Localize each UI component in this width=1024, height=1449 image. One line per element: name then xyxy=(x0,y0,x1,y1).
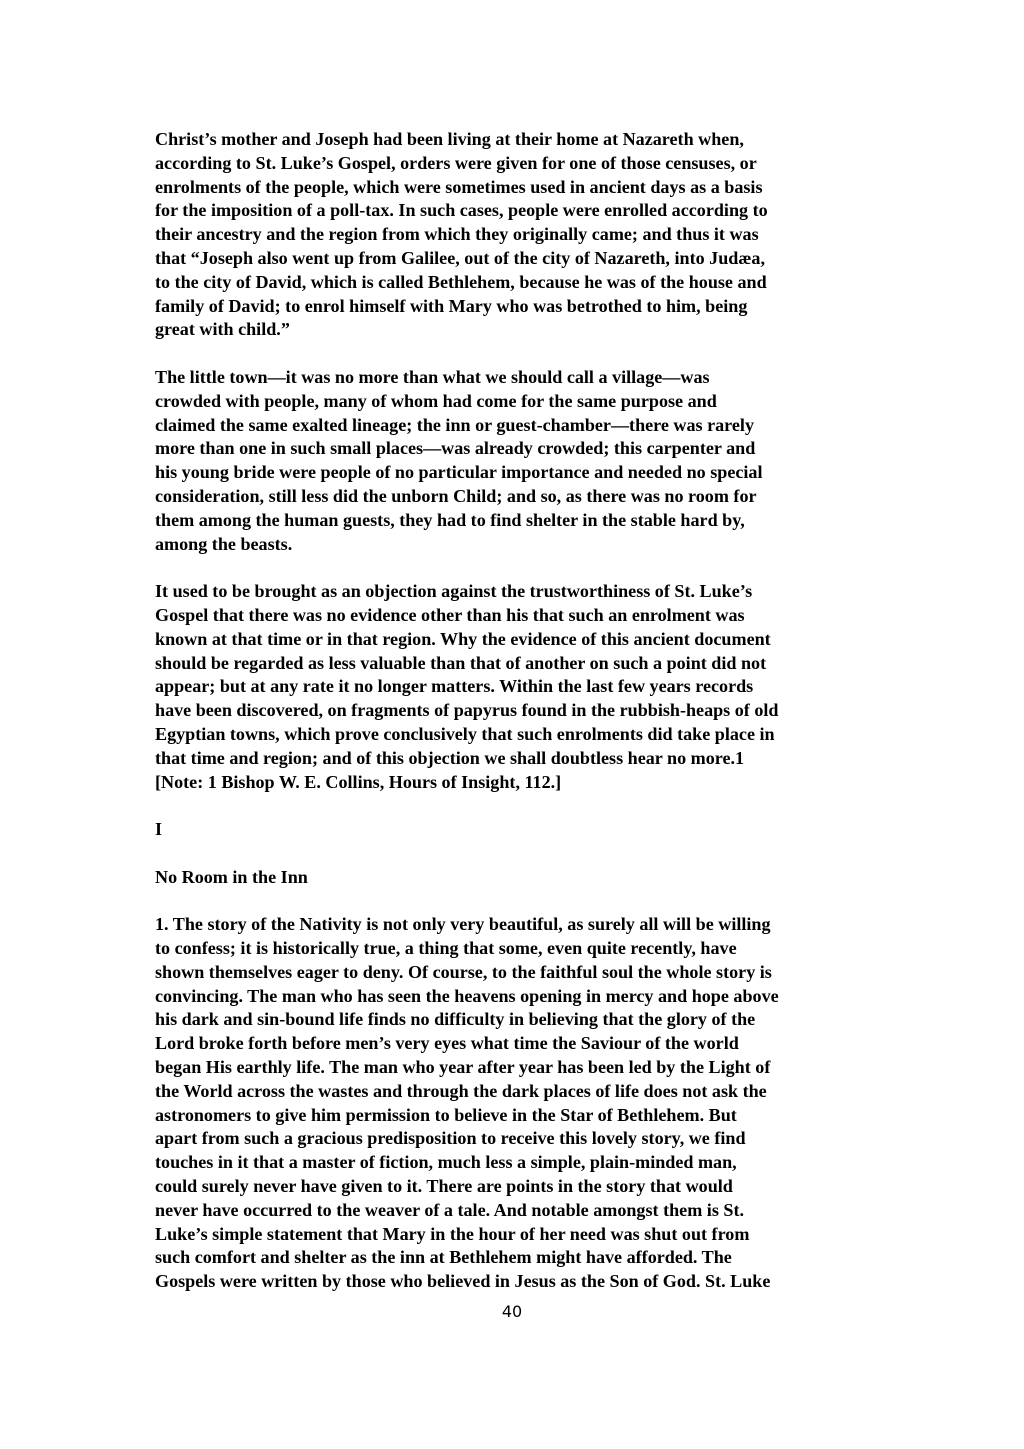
text-line: It used to be brought as an objection against the trustworthiness of St. Luke’s xyxy=(155,581,753,602)
text-line: his dark and sin-bound life finds no difficulty in believing that the glory of the xyxy=(155,1009,756,1030)
text-line: astronomers to give him permission to believe in the Star of Bethlehem. But xyxy=(155,1104,737,1125)
text-line: The little town—it was no more than what we should call a village—was xyxy=(155,366,710,387)
page-number: 40 xyxy=(501,1302,523,1321)
section-number xyxy=(155,818,875,842)
text-line: Luke’s simple statement that Mary in the hour of her need was shut out from xyxy=(155,1223,750,1244)
text-line: to confess; it is historically true, a thing that some, even quite recently, have xyxy=(155,938,737,959)
text-line: that time and region; and of this objection we shall doubtless hear no more.1 xyxy=(155,747,745,768)
text-line: touches in it that a master of fiction, much less a simple, plain-minded man, xyxy=(155,1152,737,1173)
text-line: family of David; to enrol himself with Mary who was betrothed to him, being xyxy=(155,295,748,316)
text-line: them among the human guests, they had to find shelter in the stable hard by, xyxy=(155,509,745,530)
paragraph-nativity xyxy=(155,913,875,1294)
text-line: to the city of David, which is called Bethlehem, because he was of the house and xyxy=(155,271,767,292)
text-line: never have occurred to the weaver of a tale. And notable amongst them is St. xyxy=(155,1199,744,1220)
text-line: crowded with people, many of whom had come for the same purpose and xyxy=(155,390,717,411)
document-body xyxy=(155,128,875,1294)
text-line: such comfort and shelter as the inn at Bethlehem might have afforded. The xyxy=(155,1247,732,1268)
text-line: known at that time or in that region. Why the evidence of this ancient document xyxy=(155,628,771,649)
paragraph-census xyxy=(155,128,875,342)
text-line: his young bride were people of no particular importance and needed no special xyxy=(155,462,763,483)
text-line: Christ’s mother and Joseph had been living at their home at Nazareth when, xyxy=(155,129,744,149)
text-line: among the beasts. xyxy=(155,533,293,554)
text-line: began His earthly life. The man who year after year has been led by the Light of xyxy=(155,1057,771,1078)
text-line: apart from such a gracious predisposition to receive this lovely story, we find xyxy=(155,1128,746,1149)
paragraph-objection xyxy=(155,580,875,794)
text-line: appear; but at any rate it no longer matters. Within the last few years records xyxy=(155,676,754,697)
text-line: great with child.” xyxy=(155,319,290,340)
text-line: Gospels were written by those who believed in Jesus as the Son of God. St. Luke xyxy=(155,1271,771,1292)
text-line: Egyptian towns, which prove conclusively that such enrolments did take place in xyxy=(155,723,775,744)
text-line: shown themselves eager to deny. Of course, to the faithful soul the whole story is xyxy=(155,961,772,982)
text-line: more than one in such small places—was already crowded; this carpenter and xyxy=(155,438,756,459)
text-line: for the imposition of a poll-tax. In such cases, people were enrolled according to xyxy=(155,200,768,221)
text-line: I xyxy=(155,819,163,840)
section-heading xyxy=(155,866,875,890)
document-page xyxy=(155,128,875,1318)
text-line: claimed the same exalted lineage; the inn or guest-chamber—there was rarely xyxy=(155,414,754,435)
text-line: consideration, still less did the unborn Child; and so, as there was no room for xyxy=(155,485,757,506)
text-line: that “Joseph also went up from Galilee, out of the city of Nazareth, into Judæa, xyxy=(155,247,765,268)
text-line: convincing. The man who has seen the heavens opening in mercy and hope above xyxy=(155,985,779,1006)
text-line: enrolments of the people, which were sometimes used in ancient days as a basis xyxy=(155,176,763,197)
text-line: Gospel that there was no evidence other than his that such an enrolment was xyxy=(155,604,745,625)
text-line: could surely never have given to it. There are points in the story that would xyxy=(155,1176,733,1197)
text-line: have been discovered, on fragments of papyrus found in the rubbish-heaps of old xyxy=(155,700,779,721)
text-line: should be regarded as less valuable than that of another on such a point did not xyxy=(155,652,767,673)
paragraph-little-town xyxy=(155,366,875,556)
text-line: according to St. Luke’s Gospel, orders were given for one of those censuses, or xyxy=(155,152,757,173)
text-line: their ancestry and the region from which they originally came; and thus it was xyxy=(155,224,759,245)
text-line: 1. The story of the Nativity is not only very beautiful, as surely all will be willing xyxy=(155,914,771,935)
text-line: Lord broke forth before men’s very eyes what time the Saviour of the world xyxy=(155,1033,739,1054)
text-line: the World across the wastes and through the dark places of life does not ask the xyxy=(155,1080,767,1101)
text-line: [Note: 1 Bishop W. E. Collins, Hours of Insight, 112.] xyxy=(155,771,562,792)
text-line: No Room in the Inn xyxy=(155,866,308,887)
